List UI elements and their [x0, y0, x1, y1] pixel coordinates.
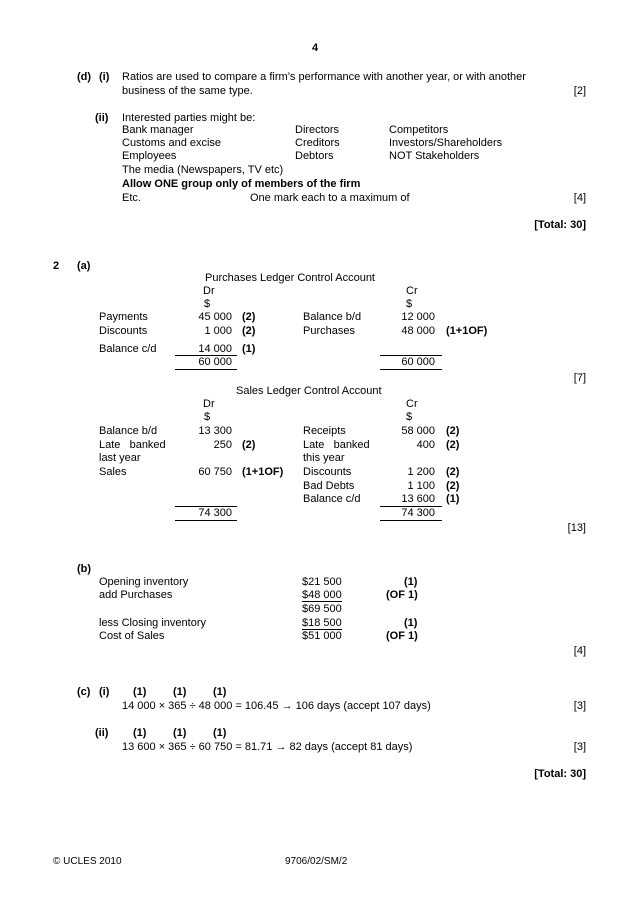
slca-dr-mark: (1+1OF) — [242, 466, 284, 478]
part-c-i-label: (i) — [99, 686, 110, 698]
slca-dr-label: Late banked — [99, 439, 166, 451]
slca-cr-label: Balance c/d — [303, 493, 361, 505]
slca-cr-mark: (1) — [446, 493, 460, 505]
slca-cr-label: Receipts — [303, 425, 346, 437]
slca-dr-label: Sales — [99, 466, 127, 478]
c-i-marks: [3] — [573, 700, 586, 712]
slca-dr-currency: $ — [204, 411, 211, 423]
slca-cr-label: this year — [303, 452, 345, 464]
q1-total: [Total: 30] — [534, 219, 586, 231]
plca-dr-rule-bottom — [175, 369, 237, 370]
slca-cr-value: 13 600 — [401, 493, 435, 505]
slca-cr-mark: (2) — [446, 466, 460, 478]
cos-label: Opening inventory — [99, 576, 189, 588]
part-d-ii-intro: Interested parties might be: — [122, 112, 256, 124]
slca-dr-mark: (2) — [242, 439, 256, 451]
c-i-mark: (1) — [213, 686, 227, 698]
cos-value: $48 000 — [302, 589, 342, 601]
slca-dr-label: last year — [99, 452, 141, 464]
slca-dr-value: 250 — [213, 439, 232, 451]
cos-value: $69 500 — [302, 603, 342, 615]
part-d-ii-label: (ii) — [95, 112, 109, 124]
cos-value: $21 500 — [302, 576, 342, 588]
slca-cr-rule-bottom — [380, 520, 442, 521]
group-cell: Debtors — [295, 150, 334, 162]
group-cell: Competitors — [389, 124, 449, 136]
slca-dr-value: 60 750 — [198, 466, 232, 478]
plca-cr-label: Purchases — [303, 325, 355, 337]
c-ii-mark: (1) — [213, 727, 227, 739]
cos-label: Cost of Sales — [99, 630, 165, 642]
cos-label: less Closing inventory — [99, 617, 206, 629]
slca-cr-value: 1 200 — [407, 466, 435, 478]
slca-cr-mark: (2) — [446, 425, 460, 437]
plca-cr-total: 60 000 — [401, 356, 435, 368]
c-i-mark: (1) — [133, 686, 147, 698]
plca-dr-label: Discounts — [99, 325, 148, 337]
plca-dr-label: Balance c/d — [99, 343, 157, 355]
c-ii-mark: (1) — [173, 727, 187, 739]
part-d-ii-marks: [4] — [573, 192, 586, 204]
slca-cr-value: 58 000 — [401, 425, 435, 437]
plca-dr-value: 1 000 — [204, 325, 232, 337]
slca-dr: Dr — [203, 398, 215, 410]
slca-title: Sales Ledger Control Account — [236, 385, 382, 397]
group-cell: Investors/Shareholders — [389, 137, 503, 149]
slca-marks: [13] — [567, 522, 586, 534]
group-cell: NOT Stakeholders — [389, 150, 480, 162]
media-text: The media (Newspapers, TV etc) — [122, 164, 284, 176]
plca-dr-currency: $ — [204, 298, 211, 310]
group-cell: Creditors — [295, 137, 340, 149]
cos-value: $18 500 — [302, 617, 342, 629]
plca-dr-total: 60 000 — [198, 356, 232, 368]
part-c-label: (c) — [77, 686, 91, 698]
cos-value: $51 000 — [302, 630, 342, 642]
slca-dr-label: Balance b/d — [99, 425, 158, 437]
cos-mark: (1) — [404, 576, 418, 588]
c-ii-marks: [3] — [573, 741, 586, 753]
etc-text: Etc. — [122, 192, 141, 204]
part-b-label: (b) — [77, 563, 92, 575]
cos-label: add Purchases — [99, 589, 173, 601]
part-b-marks: [4] — [573, 645, 586, 657]
slca-cr-label: Late banked — [303, 439, 370, 451]
plca-dr-mark: (2) — [242, 325, 256, 337]
page-number: 4 — [312, 42, 319, 54]
slca-cr-mark: (2) — [446, 480, 460, 492]
slca-cr: Cr — [406, 398, 418, 410]
cos-mark: (OF 1) — [386, 589, 418, 601]
slca-dr-total: 74 300 — [198, 507, 232, 519]
slca-dr-value: 13 300 — [198, 425, 232, 437]
group-cell: Customs and excise — [122, 137, 222, 149]
plca-marks: [7] — [573, 372, 586, 384]
c-ii-calculation: 13 600 × 365 ÷ 60 750 = 81.71 → 82 days (accept 81 days) — [122, 741, 413, 753]
slca-cr-mark: (2) — [446, 439, 460, 451]
footer-code: 9706/02/SM/2 — [285, 856, 348, 867]
plca-cr-label: Balance b/d — [303, 311, 362, 323]
slca-dr-rule-bottom — [175, 520, 237, 521]
one-mark-text: One mark each to a maximum of — [250, 192, 410, 204]
plca-title: Purchases Ledger Control Account — [205, 272, 375, 284]
c-i-calculation: 14 000 × 365 ÷ 48 000 = 106.45 → 106 days (accept 107 days) — [122, 700, 431, 712]
plca-dr: Dr — [203, 285, 215, 297]
part-a-label: (a) — [77, 260, 91, 272]
part-d-label: (d) — [77, 71, 92, 83]
plca-dr-value: 14 000 — [198, 343, 232, 355]
plca-dr-value: 45 000 — [198, 311, 232, 323]
cos-mark: (OF 1) — [386, 630, 418, 642]
allow-one-text: Allow ONE group only of members of the firm — [122, 178, 361, 190]
plca-dr-mark: (1) — [242, 343, 256, 355]
cos-mark: (1) — [404, 617, 418, 629]
part-d-i-text-line2: business of the same type. — [122, 85, 253, 97]
plca-dr-label: Payments — [99, 311, 148, 323]
part-d-i-marks: [2] — [573, 85, 586, 97]
plca-cr-currency: $ — [406, 298, 413, 310]
plca-cr-rule-bottom — [380, 369, 442, 370]
group-cell: Employees — [122, 150, 177, 162]
slca-cr-label: Discounts — [303, 466, 352, 478]
question-2-number: 2 — [53, 260, 60, 272]
plca-cr-mark: (1+1OF) — [446, 325, 488, 337]
plca-cr-value: 48 000 — [401, 325, 435, 337]
footer-copyright: © UCLES 2010 — [53, 856, 122, 867]
slca-cr-total: 74 300 — [401, 507, 435, 519]
slca-cr-value: 1 100 — [407, 480, 435, 492]
q2-total: [Total: 30] — [534, 768, 586, 780]
group-cell: Directors — [295, 124, 340, 136]
plca-dr-mark: (2) — [242, 311, 256, 323]
group-cell: Bank manager — [122, 124, 194, 136]
part-c-ii-label: (ii) — [95, 727, 109, 739]
c-ii-mark: (1) — [133, 727, 147, 739]
part-d-i-label: (i) — [99, 71, 110, 83]
slca-cr-currency: $ — [406, 411, 413, 423]
plca-cr-value: 12 000 — [401, 311, 435, 323]
c-i-mark: (1) — [173, 686, 187, 698]
slca-cr-value: 400 — [416, 439, 435, 451]
plca-cr: Cr — [406, 285, 418, 297]
slca-cr-label: Bad Debts — [303, 480, 355, 492]
part-d-i-text-line1: Ratios are used to compare a firm’s performance with another year, or with another — [122, 71, 526, 83]
